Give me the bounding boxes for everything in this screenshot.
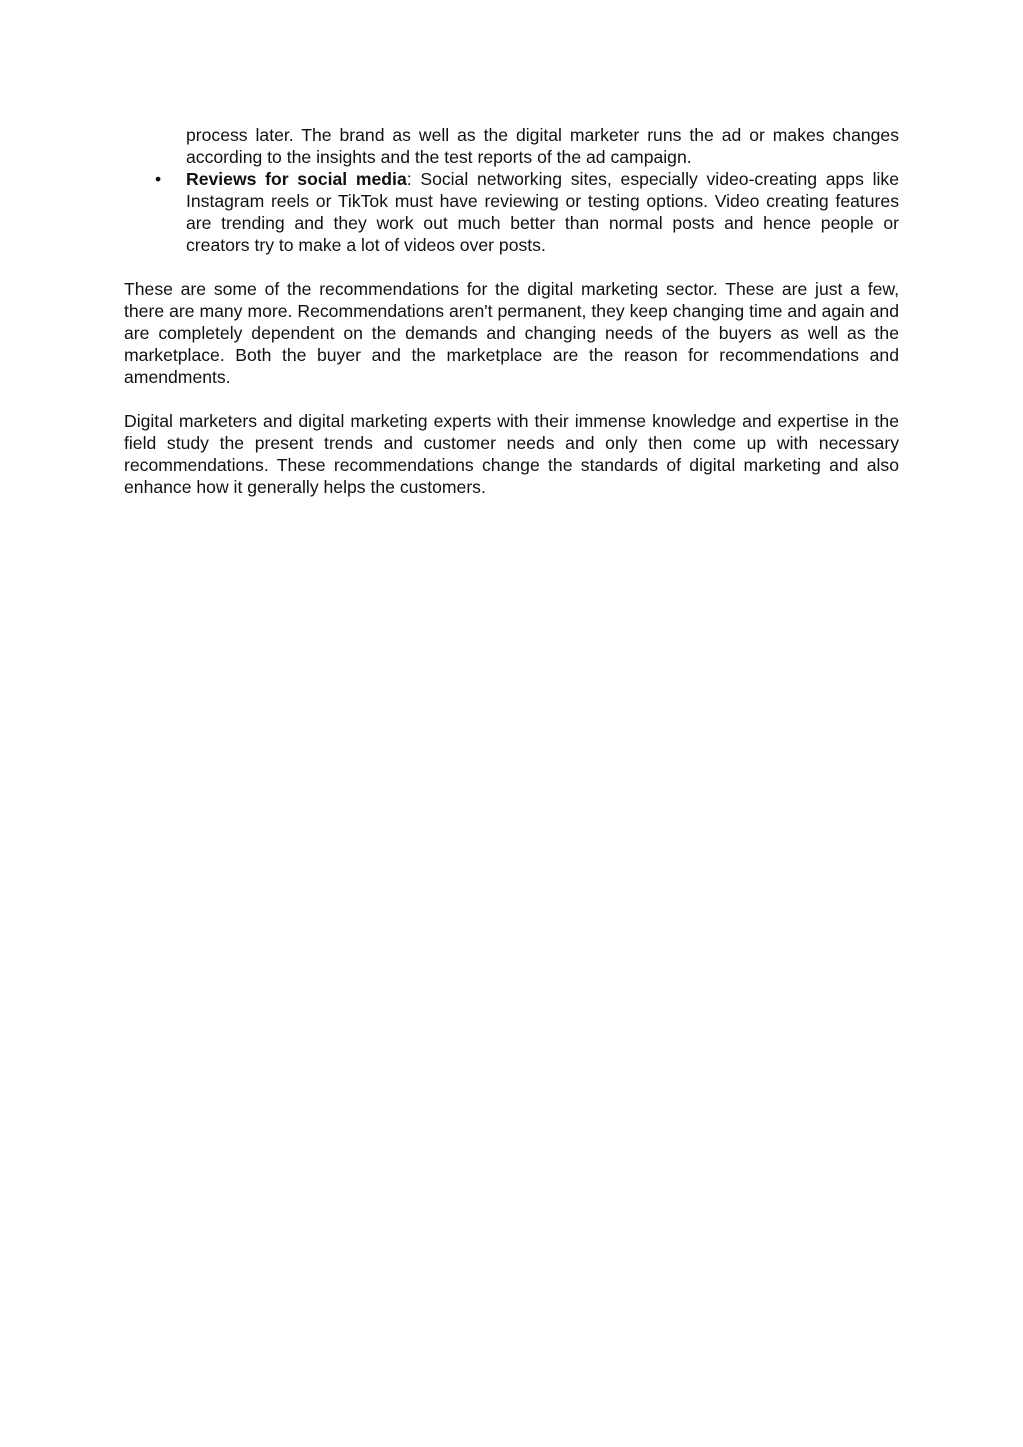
bullet-separator: : xyxy=(406,169,412,189)
list-item xyxy=(155,168,899,256)
list-item-continuation: process later. The brand as well as the digital marketer runs the ad or makes changes according to the insights and the test reports of the ad campaign. xyxy=(186,125,899,167)
bullet-text: Social networking sites, especially video-creating apps like Instagram reels or TikTok must have reviewing or testing options. Video creating features are trending and they work out much better than normal posts and hence people or creators try to make a lot of videos over posts. xyxy=(186,169,899,255)
bullet-icon: • xyxy=(155,169,162,189)
page-content xyxy=(124,124,899,498)
paragraph: These are some of the recommendations for the digital marketing sector. These are just a few, there are many more. Recommendations aren't permanent, they keep changing time and again and are completely dependent on the demands and changing needs of the buyers as well as the marketplace. Both the buyer and the marketplace are the reason for recommendations and amendments. xyxy=(124,279,899,387)
bullet-term: Reviews for social media xyxy=(186,169,407,189)
paragraph: Digital marketers and digital marketing experts with their immense knowledge and expertise in the field study the present trends and customer needs and only then come up with necessary recommendations. These recommendations change the standards of digital marketing and also enhance how it generally helps the customers. xyxy=(124,411,899,497)
